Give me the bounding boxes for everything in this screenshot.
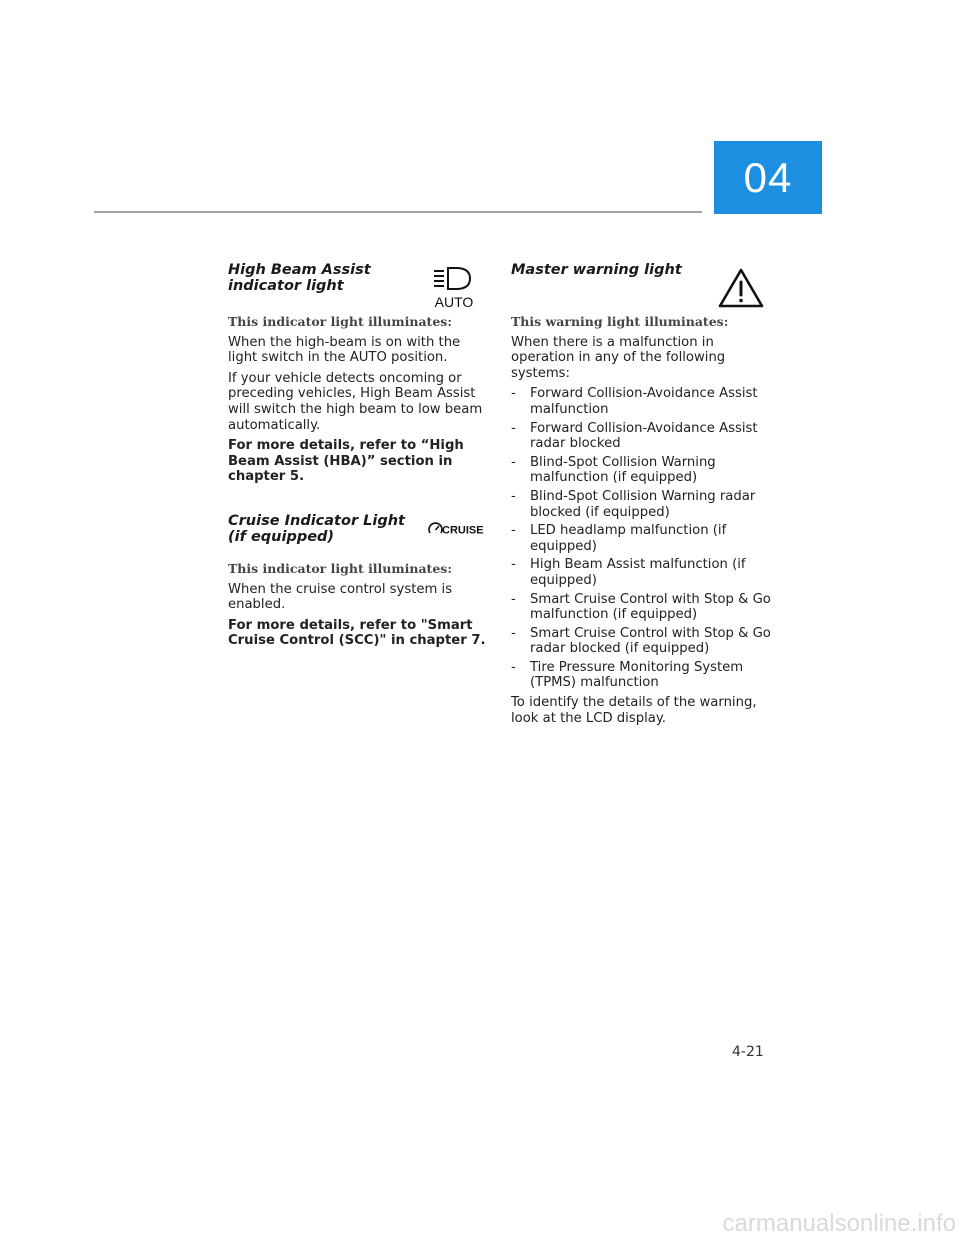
hba-paragraph-1: When the high-beam is on with the light switch in the AUTO position.	[228, 334, 461, 366]
cruise-speedometer-icon	[428, 521, 484, 537]
system-list	[511, 386, 773, 691]
master-intro: When there is a malfunction in operation in any of the following systems:	[511, 334, 726, 381]
cruise-title-line2: (if equipped)	[228, 528, 335, 545]
list-item: - Forward Collision-Avoidance Assist malfunction	[511, 386, 773, 417]
list-item: - High Beam Assist malfunction (if equipped)	[511, 557, 773, 588]
hba-paragraph-2: If your vehicle detects oncoming or preceding vehicles, High Beam Assist will switch the high beam to low beam automatically.	[228, 370, 483, 433]
master-outro: To identify the details of the warning, look at the LCD display.	[511, 695, 757, 726]
hba-lead: This indicator light illuminates:	[228, 314, 452, 329]
list-item: - Blind-Spot Collision Warning radar blocked (if equipped)	[511, 489, 773, 520]
watermark: carmanualsonline.info	[722, 1210, 956, 1237]
list-item: - Blind-Spot Collision Warning malfunction (if equipped)	[511, 455, 773, 486]
warning-triangle-icon	[717, 266, 765, 310]
list-item: - Smart Cruise Control with Stop & Go radar blocked (if equipped)	[511, 626, 773, 657]
cruise-title-line1: Cruise Indicator Light	[228, 512, 405, 529]
list-item: - Smart Cruise Control with Stop & Go malfunction (if equipped)	[511, 592, 773, 623]
cruise-title	[228, 513, 428, 545]
list-item: - Tire Pressure Monitoring System (TPMS) malfunction	[511, 660, 773, 691]
high-beam-auto-icon	[430, 266, 478, 310]
cruise-paragraph-1: When the cruise control system is enabled.	[228, 581, 453, 613]
hba-reference: For more details, refer to “High Beam Assist (HBA)” section in chapter 5.	[228, 438, 464, 485]
chapter-number: 04	[743, 153, 793, 201]
cruise-lead: This indicator light illuminates:	[228, 560, 452, 576]
cruise-section-header	[228, 513, 490, 561]
cruise-icon-label: CRUISE	[442, 524, 484, 537]
hba-title: High Beam Assist indicator light	[228, 262, 371, 294]
chapter-tab	[714, 141, 822, 214]
cruise-reference: For more details, refer to "Smart Cruise Control (SCC)" in chapter 7.	[228, 617, 486, 649]
master-title: Master warning light	[511, 262, 682, 278]
hba-icon-label: AUTO	[434, 294, 474, 310]
header-divider	[94, 211, 702, 213]
list-item: - Forward Collision-Avoidance Assist radar blocked	[511, 421, 773, 452]
list-item: - LED headlamp malfunction (if equipped)	[511, 523, 773, 554]
right-column	[511, 262, 773, 731]
master-section-header	[511, 262, 773, 314]
master-lead: This warning light illuminates:	[511, 314, 729, 329]
left-column	[228, 262, 490, 654]
page-number: 4-21	[732, 1044, 764, 1060]
hba-section-header	[228, 262, 490, 314]
